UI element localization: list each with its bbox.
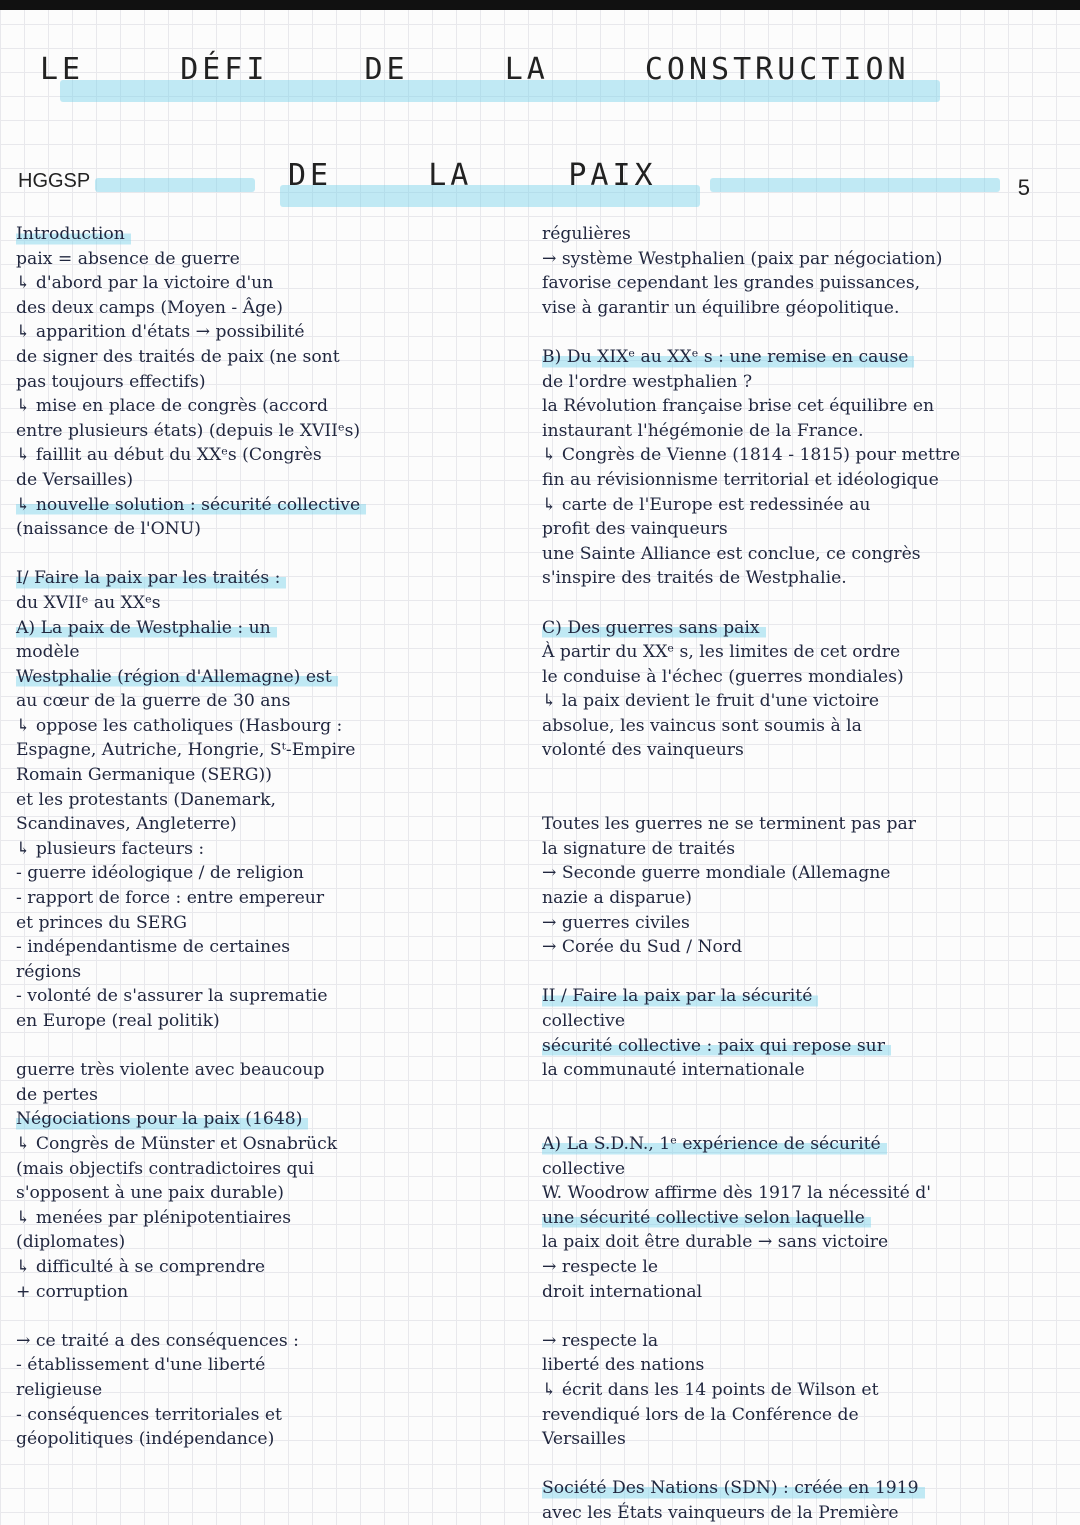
- note-line: et les protestants (Danemark,: [16, 789, 276, 810]
- note-line: la communauté internationale: [542, 1060, 805, 1081]
- note-line: au cœur de la guerre de 30 ans: [16, 691, 291, 712]
- note-line: favorise cependant les grandes puissances,: [542, 273, 921, 294]
- note-line: profit des vainqueurs: [542, 519, 728, 540]
- course-code: HGGSP: [18, 170, 91, 192]
- note-line: Romain Germanique (SERG)): [16, 765, 272, 786]
- note-line: ↳ menées par plénipotentiaires: [16, 1207, 292, 1228]
- note-line: → ce traité a des conséquences :: [16, 1330, 299, 1351]
- note-line: - rapport de force : entre empereur: [16, 888, 325, 909]
- note-line: - guerre idéologique / de religion: [16, 863, 304, 884]
- note-line: → respecte le: [542, 1256, 659, 1277]
- note-line: droit international: [542, 1281, 703, 1302]
- note-line: [542, 1083, 1062, 1108]
- title-word: DÉFI: [180, 52, 269, 87]
- note-line: [542, 763, 1062, 788]
- note-line: fin au révisionnisme territorial et idéologique: [542, 469, 939, 490]
- note-line: Westphalie (région d'Allemagne) est: [16, 665, 338, 690]
- note-line: (naissance de l'ONU): [16, 519, 201, 540]
- note-line: collective: [542, 1011, 626, 1031]
- note-line: [16, 1034, 521, 1059]
- note-line: (diplomates): [16, 1232, 126, 1253]
- note-line: [542, 1452, 1062, 1477]
- scan-top-edge: [0, 0, 1080, 10]
- note-line: C) Des guerres sans paix: [542, 616, 766, 641]
- title-word: CONSTRUCTION: [644, 52, 910, 87]
- note-line: instaurant l'hégémonie de la France.: [542, 420, 864, 441]
- note-line: I/ Faire la paix par les traités :: [16, 566, 286, 591]
- title-word: DE: [288, 158, 333, 193]
- note-line: modèle: [16, 642, 80, 663]
- note-line: une Sainte Alliance est conclue, ce congrès: [542, 543, 921, 564]
- note-line: la signature de traités: [542, 838, 736, 859]
- note-line: le conduise à l'échec (guerres mondiales): [542, 666, 904, 687]
- note-line: la Révolution française brise cet équilibre en: [542, 396, 935, 417]
- note-line: paix = absence de guerre: [16, 248, 240, 269]
- note-line: [542, 960, 1062, 985]
- note-line: À partir du XXᵉ s, les limites de cet ordre: [542, 642, 901, 663]
- note-line: régulières: [542, 224, 631, 244]
- note-line: [542, 1304, 1062, 1329]
- note-line: la paix doit être durable → sans victoire: [542, 1232, 889, 1253]
- page-title-line-1: [40, 52, 984, 87]
- note-line: → système Westphalien (paix par négociation): [542, 248, 943, 269]
- note-line: → respecte la: [542, 1330, 659, 1351]
- note-line: A) La paix de Westphalie : un: [16, 616, 277, 641]
- note-line: ↳ d'abord par la victoire d'un: [16, 273, 274, 294]
- note-line: II / Faire la paix par la sécurité: [542, 984, 818, 1009]
- note-line: [16, 542, 521, 567]
- note-line: ↳ oppose les catholiques (Hasbourg :: [16, 715, 343, 736]
- title-word: LA: [428, 158, 473, 193]
- left-column: [16, 222, 521, 1452]
- note-line: ↳ nouvelle solution : sécurité collective: [16, 493, 366, 518]
- note-line: ↳ la paix devient le fruit d'une victoire: [542, 691, 880, 712]
- title-word: LE: [40, 52, 85, 87]
- note-line: [542, 591, 1062, 616]
- note-line: vise à garantir un équilibre géopolitique.: [542, 297, 900, 318]
- note-line: religieuse: [16, 1379, 103, 1400]
- page-title-line-2: [288, 158, 731, 193]
- note-line: en Europe (real politik): [16, 1011, 220, 1031]
- note-line: s'opposent à une paix durable): [16, 1183, 284, 1204]
- note-line: - volonté de s'assurer la suprematie: [16, 986, 328, 1007]
- note-line: ↳ carte de l'Europe est redessinée au: [542, 494, 871, 515]
- note-line: avec les États vainqueurs de la Première: [542, 1502, 899, 1523]
- header-rule-highlight-right: [710, 178, 1000, 192]
- note-line: (mais objectifs contradictoires qui: [16, 1158, 315, 1179]
- note-line: - indépendantisme de certaines: [16, 937, 291, 958]
- page-number: 5: [1017, 175, 1030, 200]
- note-line: Toutes les guerres ne se terminent pas par: [542, 814, 916, 835]
- note-line: [542, 320, 1062, 345]
- note-line: ↳ apparition d'états → possibilité: [16, 322, 305, 343]
- note-line: ↳ Congrès de Münster et Osnabrück: [16, 1133, 338, 1154]
- note-line: guerre très violente avec beaucoup: [16, 1060, 325, 1081]
- note-line: [542, 788, 1062, 813]
- note-line: Scandinaves, Angleterre): [16, 814, 237, 835]
- note-line: entre plusieurs états) (depuis le XVIIᵉs): [16, 420, 361, 441]
- note-line: - établissement d'une liberté: [16, 1355, 266, 1376]
- note-line: [542, 1107, 1062, 1132]
- note-line: A) La S.D.N., 1ᵉ expérience de sécurité: [542, 1132, 887, 1157]
- note-line: revendiqué lors de la Conférence de: [542, 1404, 859, 1425]
- note-line: de l'ordre westphalien ?: [542, 371, 753, 392]
- note-line: Société Des Nations (SDN) : créée en 1919: [542, 1476, 925, 1501]
- note-line: absolue, les vaincus sont soumis à la: [542, 715, 862, 736]
- note-line: régions: [16, 961, 82, 982]
- note-line: Versailles: [542, 1429, 626, 1450]
- note-line: une sécurité collective selon laquelle: [542, 1206, 871, 1231]
- note-line: ↳ faillit au début du XXᵉs (Congrès: [16, 445, 322, 466]
- note-line: de Versailles): [16, 469, 134, 490]
- note-line: nazie a disparue): [542, 888, 692, 909]
- note-line: du XVIIᵉ au XXᵉs: [16, 592, 161, 613]
- title-word: DE: [364, 52, 409, 87]
- note-line: sécurité collective : paix qui repose sur: [542, 1034, 891, 1059]
- note-line: ↳ difficulté à se comprendre: [16, 1256, 266, 1277]
- note-line: volonté des vainqueurs: [542, 740, 744, 761]
- note-line: des deux camps (Moyen - Âge): [16, 297, 283, 318]
- note-line: → Seconde guerre mondiale (Allemagne: [542, 863, 891, 884]
- note-line: W. Woodrow affirme dès 1917 la nécessité d': [542, 1183, 931, 1204]
- note-line: [16, 1304, 521, 1329]
- note-line: - conséquences territoriales et: [16, 1404, 282, 1425]
- note-line: ↳ écrit dans les 14 points de Wilson et: [542, 1379, 879, 1400]
- note-line: ↳ Congrès de Vienne (1814 - 1815) pour mettre: [542, 445, 961, 466]
- note-line: Introduction: [16, 222, 131, 247]
- note-line: Négociations pour la paix (1648): [16, 1107, 308, 1132]
- note-line: géopolitiques (indépendance): [16, 1429, 275, 1450]
- note-line: ↳ plusieurs facteurs :: [16, 838, 205, 859]
- note-line: collective: [542, 1158, 626, 1179]
- title-word: PAIX: [568, 158, 657, 193]
- note-line: de signer des traités de paix (ne sont: [16, 346, 340, 367]
- note-line: Espagne, Autriche, Hongrie, Sᵗ-Empire: [16, 740, 356, 761]
- note-line: + corruption: [16, 1281, 129, 1302]
- note-line: liberté des nations: [542, 1355, 705, 1376]
- note-line: B) Du XIXᵉ au XXᵉ s : une remise en cause: [542, 345, 914, 370]
- right-column: [542, 222, 1062, 1525]
- note-line: → Corée du Sud / Nord: [542, 937, 743, 958]
- note-line: → guerres civiles: [542, 912, 690, 933]
- note-line: s'inspire des traités de Westphalie.: [542, 568, 847, 589]
- note-line: ↳ mise en place de congrès (accord: [16, 396, 328, 417]
- note-line: et princes du SERG: [16, 912, 187, 933]
- header-rule-highlight: [95, 178, 255, 192]
- title-word: LA: [504, 52, 549, 87]
- note-line: pas toujours effectifs): [16, 371, 206, 392]
- note-line: de pertes: [16, 1084, 98, 1105]
